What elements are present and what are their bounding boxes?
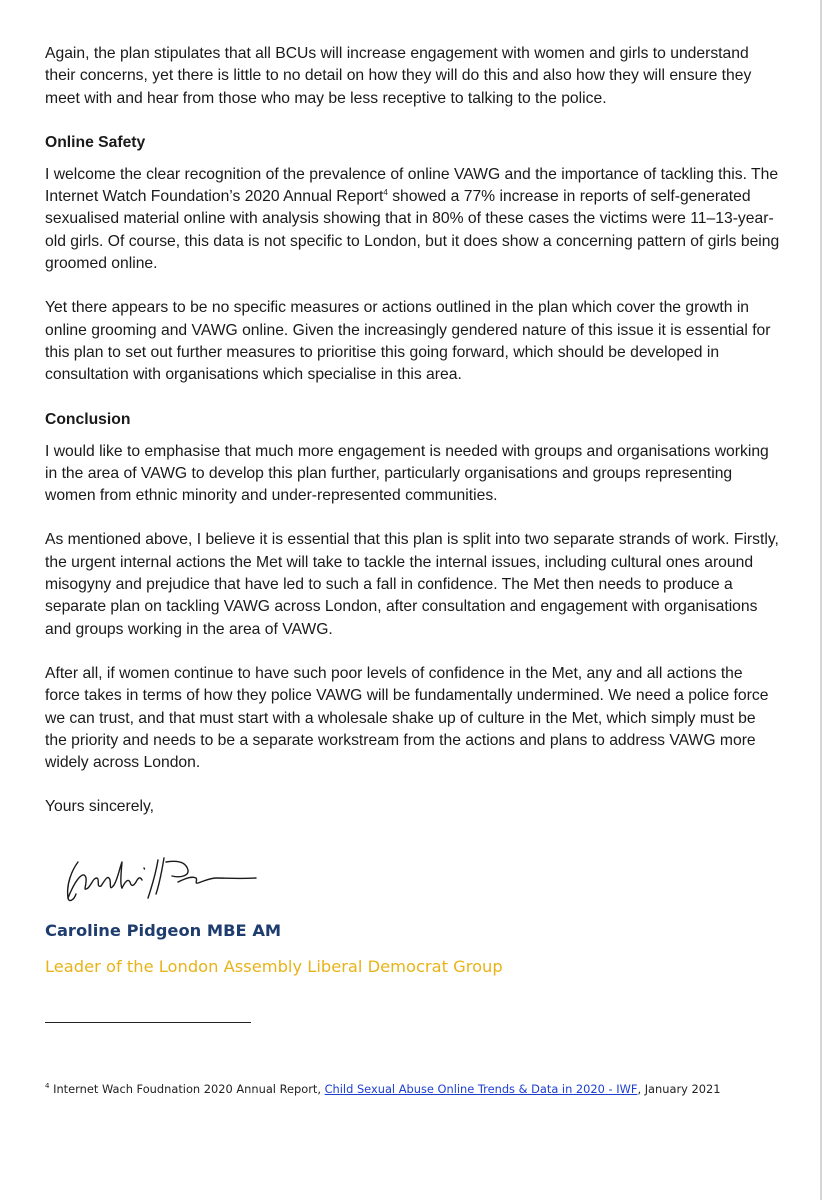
signatory-name: Caroline Pidgeon MBE AM xyxy=(45,921,282,940)
paragraph-online-vawg-part2: showed a 77% increase in reports of self-generated sexualised material online with analysis showing that in 80% of these cases the victims were 11–13-year-old girls. Of course, this data is not specific to London, but it does show a concerning pattern of girls being groomed online. xyxy=(45,188,780,273)
footnote-link[interactable]: Child Sexual Abuse Online Trends & Data in 2020 - IWF xyxy=(324,1082,638,1096)
handwritten-signature xyxy=(60,848,265,906)
footnote-date: , January 2021 xyxy=(637,1082,721,1096)
letter-body xyxy=(45,43,780,841)
paragraph-engagement: I would like to emphasise that much more engagement is needed with groups and organisations working in the area of VAWG to develop this plan further, particularly organisations and groups representing women from ethnic minority and under-represented communities. xyxy=(45,442,769,505)
footnote-source: Internet Wach Foudnation 2020 Annual Report, xyxy=(49,1082,325,1096)
paragraph-online-vawg-part1: I welcome the clear recognition of the prevalence of online VAWG and the importance of tackling this. The Internet Watch Foundation’s 2020 Annual Report xyxy=(45,165,779,206)
heading-conclusion: Conclusion xyxy=(45,410,131,428)
paragraph-online-grooming: Yet there appears to be no specific measures or actions outlined in the plan which cover the growth in online grooming and VAWG online. Given the increasingly gendered nature of this issue it is essential for this plan to set out further measures to prioritise this going forward, which should be developed in consultation with organisations which specialise in this area. xyxy=(45,299,771,384)
paragraph-bcu-engagement: Again, the plan stipulates that all BCUs will increase engagement with women and girls to understand their concerns, yet there is little to no detail on how they will do this and also how they will ensure they meet with and hear from those who may be less receptive to talking to the police. xyxy=(45,45,752,107)
paragraph-online-vawg xyxy=(45,164,780,275)
paragraph-confidence: After all, if women continue to have such poor levels of confidence in the Met, any and all actions the force takes in terms of how they police VAWG will be fundamentally undermined. We need a police force we can trust, and that must start with a wholesale shake up of culture in the Met, which simply must be the priority and needs to be a separate workstream from the actions and plans to address VAWG more widely across London. xyxy=(45,664,769,772)
signatory-role: Leader of the London Assembly Liberal Democrat Group xyxy=(45,957,503,976)
footnote-separator xyxy=(45,1022,251,1023)
paragraph-two-strands: As mentioned above, I believe it is essential that this plan is split into two separate strands of work. Firstly, the urgent internal actions the Met will take to tackle the internal issues, including cultural ones around misogyny and prejudice that have led to such a fall in confidence. The Met then needs to produce a separate plan on tackling VAWG across London, after consultation and engagement with organisations and groups working in the area of VAWG. xyxy=(45,531,779,638)
footnote xyxy=(45,1082,721,1096)
footnote-marker: 4 xyxy=(45,1082,50,1091)
closing-salutation: Yours sincerely, xyxy=(45,798,154,816)
footnote-reference[interactable]: 4 xyxy=(383,187,388,197)
heading-online-safety: Online Safety xyxy=(45,133,146,151)
